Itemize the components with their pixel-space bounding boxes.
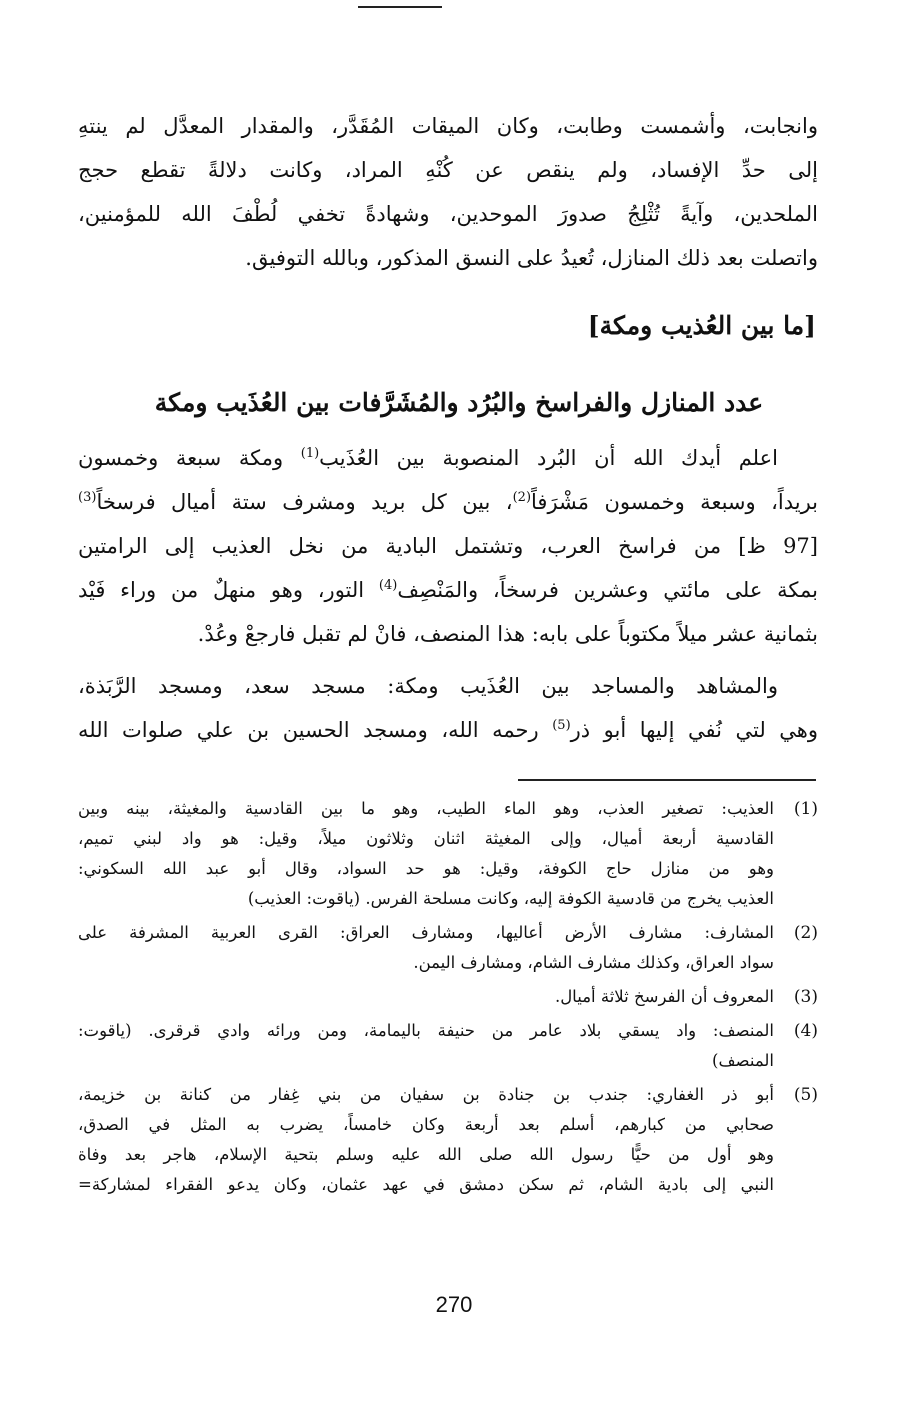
footnote-line: أبو ذر الغفاري: جندب بن جنادة بن سفيان من بني غِفار من كنانة بن خزيمة، [78,1085,774,1104]
text-line: [97 ظ] من فراسخ العرب، وتشتمل البادية من نخل العذيب إلى الرامتين [78,534,818,558]
footnote-line: وهو أول من حيًّا رسول الله صلى الله عليه وسلم بتحية الإسلام، هاجر بعد وفاة [78,1145,774,1164]
footnote-line: النبي إلى بادية الشام، ثم سكن دمشق في عهد عثمان، وكان يدعو الفقراء لمشاركة= [78,1175,774,1194]
footnote-number: (5) [793,1085,818,1105]
text-run: ، بين كل بريد ومشرف ستة أميال فرسخاً [96,490,513,514]
text-line: وانجابت، وأشمست وطابت، وكان الميقات المُقَدَّر، والمقدار المعدَّل لم ينتهِ [78,114,818,138]
footnote-2 [78,918,818,978]
footnote-line: صحابي من كبارهم، أسلم بعد أربعة وكان خامساً، يضرب به المثل في الصدق، [78,1115,774,1134]
footnote-line: المنصف: واد يسقي بلاد عامر من حنيفة باليمامة، ومن ورائه وادي قرقرى. (ياقوت: [78,1021,774,1040]
footnote-number: (3) [793,987,818,1007]
text-run: بريداً، وسبعة وخمسون مَشْرَفاً [531,490,818,514]
text-run: ومكة سبعة وخمسون [78,446,301,470]
top-rule [358,6,442,8]
footnote-ref-1: (1) [300,446,320,461]
footnote-3 [78,982,818,1012]
text-line: الملحدين، وآيةً تُثْلِجُ صدورَ الموحدين، وشهادةً تخفي لُطْفَ الله للمؤمنين، [78,202,818,226]
text-run: وهي لتي نُفي إليها أبو ذر [570,718,818,742]
text-line: إلى حدِّ الإفساد، ولم ينقص عن كُنْهِ المراد، وكانت دلالةً تقطع حجج [78,158,818,182]
footnote-line: المعروف أن الفرسخ ثلاثة أميال. [554,987,774,1006]
intro-paragraph [78,104,818,280]
footnote-1 [78,794,818,914]
section-label: [ما بين العُذيب ومكة] [587,311,816,340]
text-line [78,480,818,524]
footnote-separator [518,779,816,781]
page-number: 270 [435,1292,473,1317]
footnote-line: وهو من منازل حاج الكوفة، وقيل: هو حد السواد، وقال أبو عبد الله السكوني: [78,859,774,878]
paragraph-2 [78,664,818,752]
chapter-heading: عدد المنازل والفراسخ والبُرُد والمُشَرَّفات بين العُذَيب ومكة [154,388,764,417]
footnote-line: المشارف: مشارف الأرض أعاليها، ومشارف العراق: القرى العربية المشرفة على [78,923,774,942]
text-line: بثمانية عشر ميلاً مكتوباً على بابه: هذا المنصف، فانْ لم تقبل فارجعْ وعُدْ. [197,622,818,646]
text-line: والمشاهد والمساجد بين العُذَيب ومكة: مسجد سعد، ومسجد الرَّبَذة، [78,674,778,698]
text-line [78,708,818,752]
text-line [78,436,818,480]
text-run: اعلم أيدك الله أن البُرد المنصوبة بين العُذَيب [319,446,778,470]
footnote-line: القادسية أربعة أميال، وإلى المغيثة اثنان وثلاثون ميلاً، وقيل: هو واد لبني تميم، [78,829,774,848]
footnotes [78,794,818,1204]
footnote-5 [78,1080,818,1200]
text-line: واتصلت بعد ذلك المنازل، تُعيدُ على النسق المذكور، وبالله التوفيق. [245,246,818,270]
footnote-line: العذيب يخرج من قادسية الكوفة إليه، وكانت مسلحة الفرس. (ياقوت: العذيب) [247,889,774,908]
paragraph-1 [78,436,818,656]
footnote-line: المنصف) [712,1051,774,1070]
footnote-ref-5: (5) [552,718,571,733]
footnote-ref-2: (2) [512,490,532,505]
text-run: بمكة على مائتي وعشرين فرسخاً، والمَنْصِف [397,578,818,602]
text-line [78,568,818,612]
footnote-4 [78,1016,818,1076]
footnote-line: سواد العراق، وكذلك مشارف الشام، ومشارف اليمن. [413,953,774,972]
footnote-ref-3: (3) [78,490,97,505]
footnote-line: العذيب: تصغير العذب، وهو الماء الطيب، وهو ما بين القادسية والمغيثة، بينه وبين [78,799,774,818]
footnote-number: (4) [793,1021,818,1041]
text-run: التور، وهو منهلٌ من وراء فَيْد [78,578,379,602]
footnote-number: (2) [793,923,818,943]
text-run: رحمه الله، ومسجد الحسين بن علي صلوات الله [78,718,553,742]
footnote-ref-4: (4) [378,578,398,593]
footnote-number: (1) [793,799,818,819]
